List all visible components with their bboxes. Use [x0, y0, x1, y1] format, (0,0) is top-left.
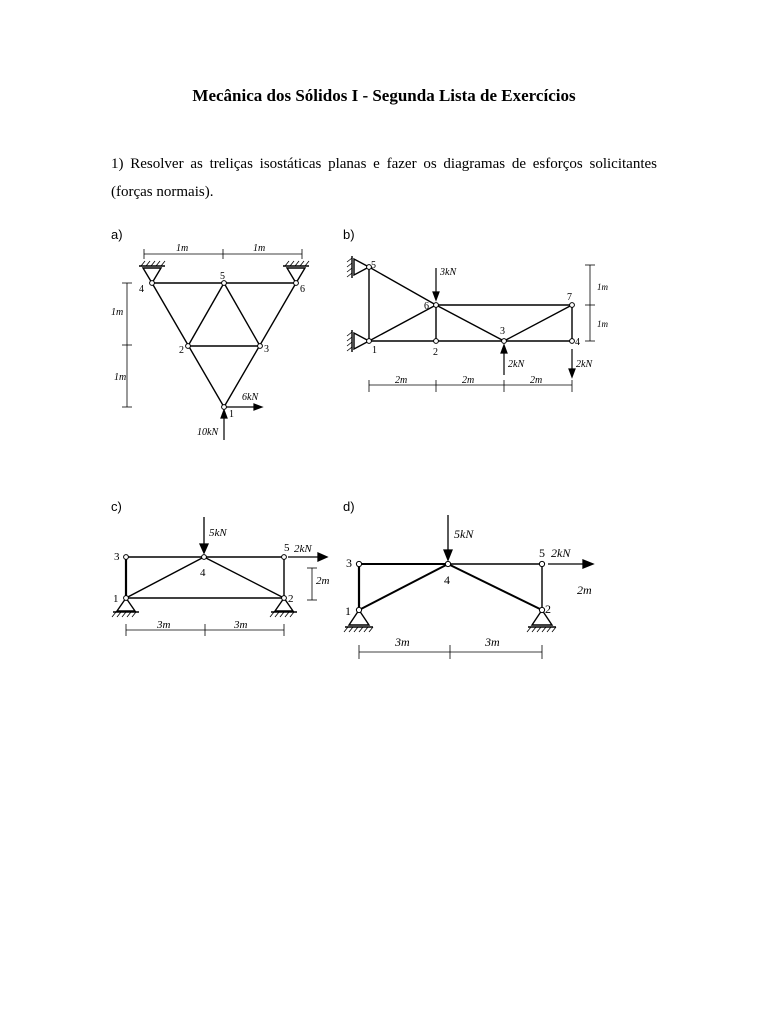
- node-b-5: 5: [371, 260, 376, 271]
- node-b-4: 4: [575, 337, 580, 348]
- load-a-10kn: 10kN: [197, 427, 219, 438]
- page-title: Mecânica dos Sólidos I - Segunda Lista de Exercícios: [192, 86, 576, 105]
- load-b-3kn: 3kN: [440, 267, 457, 278]
- node-b-3: 3: [500, 326, 505, 337]
- node-b-6: 6: [424, 301, 429, 312]
- node-a-6: 6: [300, 284, 305, 295]
- figure-b-label: b): [343, 227, 355, 242]
- figure-a-label: a): [111, 227, 123, 242]
- node-d-5: 5: [539, 546, 545, 560]
- dim-b-bottom-3: 2m: [530, 375, 543, 386]
- node-b-1: 1: [372, 345, 377, 356]
- load-c-2kn: 2kN: [294, 543, 312, 555]
- dim-c-right: 3m: [234, 619, 248, 631]
- node-c-5: 5: [284, 542, 290, 554]
- dim-b-bottom-1: 2m: [395, 375, 408, 386]
- node-a-2: 2: [179, 345, 184, 356]
- node-a-5: 5: [220, 271, 225, 282]
- load-d-5kn: 5kN: [454, 527, 474, 541]
- node-c-1: 1: [113, 593, 119, 605]
- figure-d-label: d): [343, 499, 355, 514]
- node-a-1: 1: [229, 409, 234, 420]
- node-c-4: 4: [200, 567, 206, 579]
- dim-a-top-right: 1m: [253, 243, 266, 254]
- dim-b-bottom-2: 2m: [462, 375, 475, 386]
- dim-d-right: 3m: [485, 635, 500, 649]
- load-b-2kn-down: 2kN: [576, 359, 593, 370]
- question-text: 1) Resolver as treliças isostáticas planas e fazer os diagramas de esforços solicitantes (forças normais).: [111, 156, 657, 200]
- load-a-6kn: 6kN: [242, 392, 259, 403]
- dim-a-left-lower: 1m: [114, 372, 127, 383]
- dim-b-right-lower: 1m: [597, 319, 608, 329]
- dim-c-left: 3m: [157, 619, 171, 631]
- dim-a-top-left: 1m: [176, 243, 189, 254]
- load-d-2kn: 2kN: [551, 546, 571, 560]
- node-d-1: 1: [345, 604, 351, 618]
- dim-d-left: 3m: [395, 635, 410, 649]
- node-d-2: 2: [545, 602, 551, 616]
- load-c-5kn: 5kN: [209, 527, 227, 539]
- node-d-4: 4: [444, 573, 450, 587]
- node-c-3: 3: [114, 551, 120, 563]
- node-d-3: 3: [346, 556, 352, 570]
- node-a-3: 3: [264, 344, 269, 355]
- node-b-2: 2: [433, 347, 438, 358]
- load-b-2kn-up: 2kN: [508, 359, 525, 370]
- dim-a-left-upper: 1m: [111, 307, 124, 318]
- node-a-4: 4: [139, 284, 144, 295]
- figure-c-label: c): [111, 499, 122, 514]
- node-c-2: 2: [288, 593, 294, 605]
- dim-c-height: 2m: [316, 575, 330, 587]
- dim-d-height: 2m: [577, 583, 592, 597]
- dim-b-right-upper: 1m: [597, 282, 608, 292]
- node-b-7: 7: [567, 292, 572, 303]
